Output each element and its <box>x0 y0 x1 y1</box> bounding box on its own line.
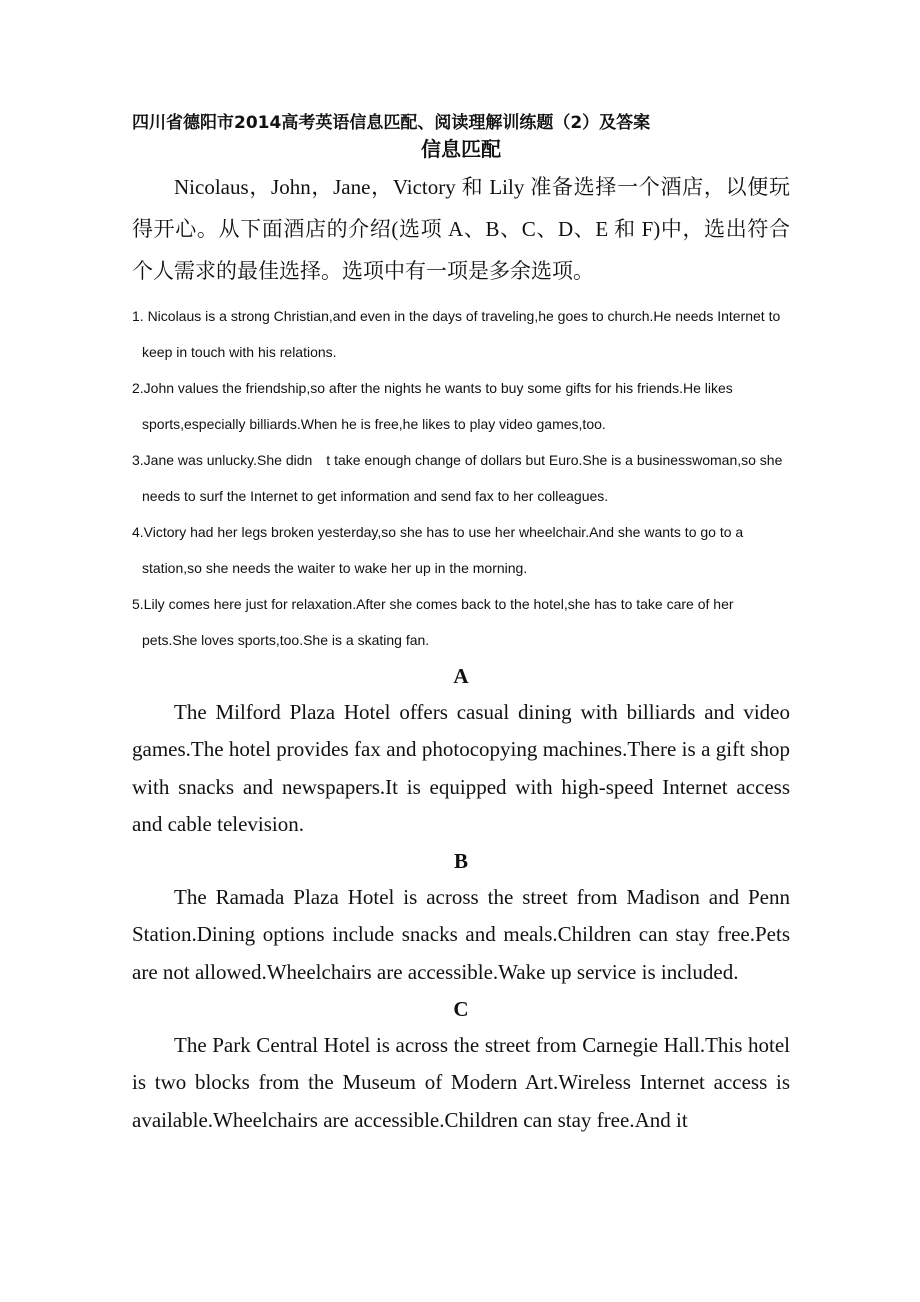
question-item: 3.Jane was unlucky.She didn t take enough change of dollars but Euro.She is a businesswoman,so she needs to surf the Internet to get information and send fax to her colleagues. <box>132 452 783 504</box>
section-heading: 信息匹配 <box>421 137 501 161</box>
question-item: 4.Victory had her legs broken yesterday,so she has to use her wheelchair.And she wants to go to a station,so she needs the waiter to wake her up in the morning. <box>132 524 744 576</box>
option-label: C <box>453 997 469 1022</box>
intro-paragraph: Nicolaus，John，Jane，Victory 和 Lily 准备选择一个酒店，以便玩得开心。从下面酒店的介绍(选项 A、B、C、D、E 和 F)中，选出符合个人需求的最佳选择。选项中有一项是多余选项。 <box>132 175 790 283</box>
question-item: 2.John values the friendship,so after the nights he wants to buy some gifts for his friends.He likes sports,especially billiards.When he is free,he likes to play video games,too. <box>132 380 733 432</box>
question-list <box>132 298 790 658</box>
option-c <box>132 991 790 1139</box>
document-page <box>132 112 790 1139</box>
option-a <box>132 658 790 843</box>
option-text: The Ramada Plaza Hotel is across the street from Madison and Penn Station.Dining options include snacks and meals.Children can stay free.Pets are not allowed.Wheelchairs are accessible.Wake up service is included. <box>132 885 790 984</box>
option-text: The Park Central Hotel is across the street from Carnegie Hall.This hotel is two blocks from the Museum of Modern Art.Wireless Internet access is available.Wheelchairs are accessible.Children can stay free.And it <box>132 1033 790 1132</box>
document-title: 四川省德阳市2014高考英语信息匹配、阅读理解训练题（2）及答案 <box>132 113 651 133</box>
option-label: B <box>453 849 468 874</box>
option-label: A <box>453 664 469 688</box>
question-item: 1. Nicolaus is a strong Christian,and even in the days of traveling,he goes to church.He needs Internet to keep in touch with his relations. <box>132 308 781 360</box>
question-item: 5.Lily comes here just for relaxation.After she comes back to the hotel,she has to take care of her pets.She loves sports,too.She is a skating fan. <box>132 596 734 648</box>
option-text: The Milford Plaza Hotel offers casual dining with billiards and video games.The hotel provides fax and photocopying machines.There is a gift shop with snacks and newspapers.It is equipped with high-speed Internet access and cable television. <box>132 700 790 836</box>
option-b <box>132 843 790 991</box>
